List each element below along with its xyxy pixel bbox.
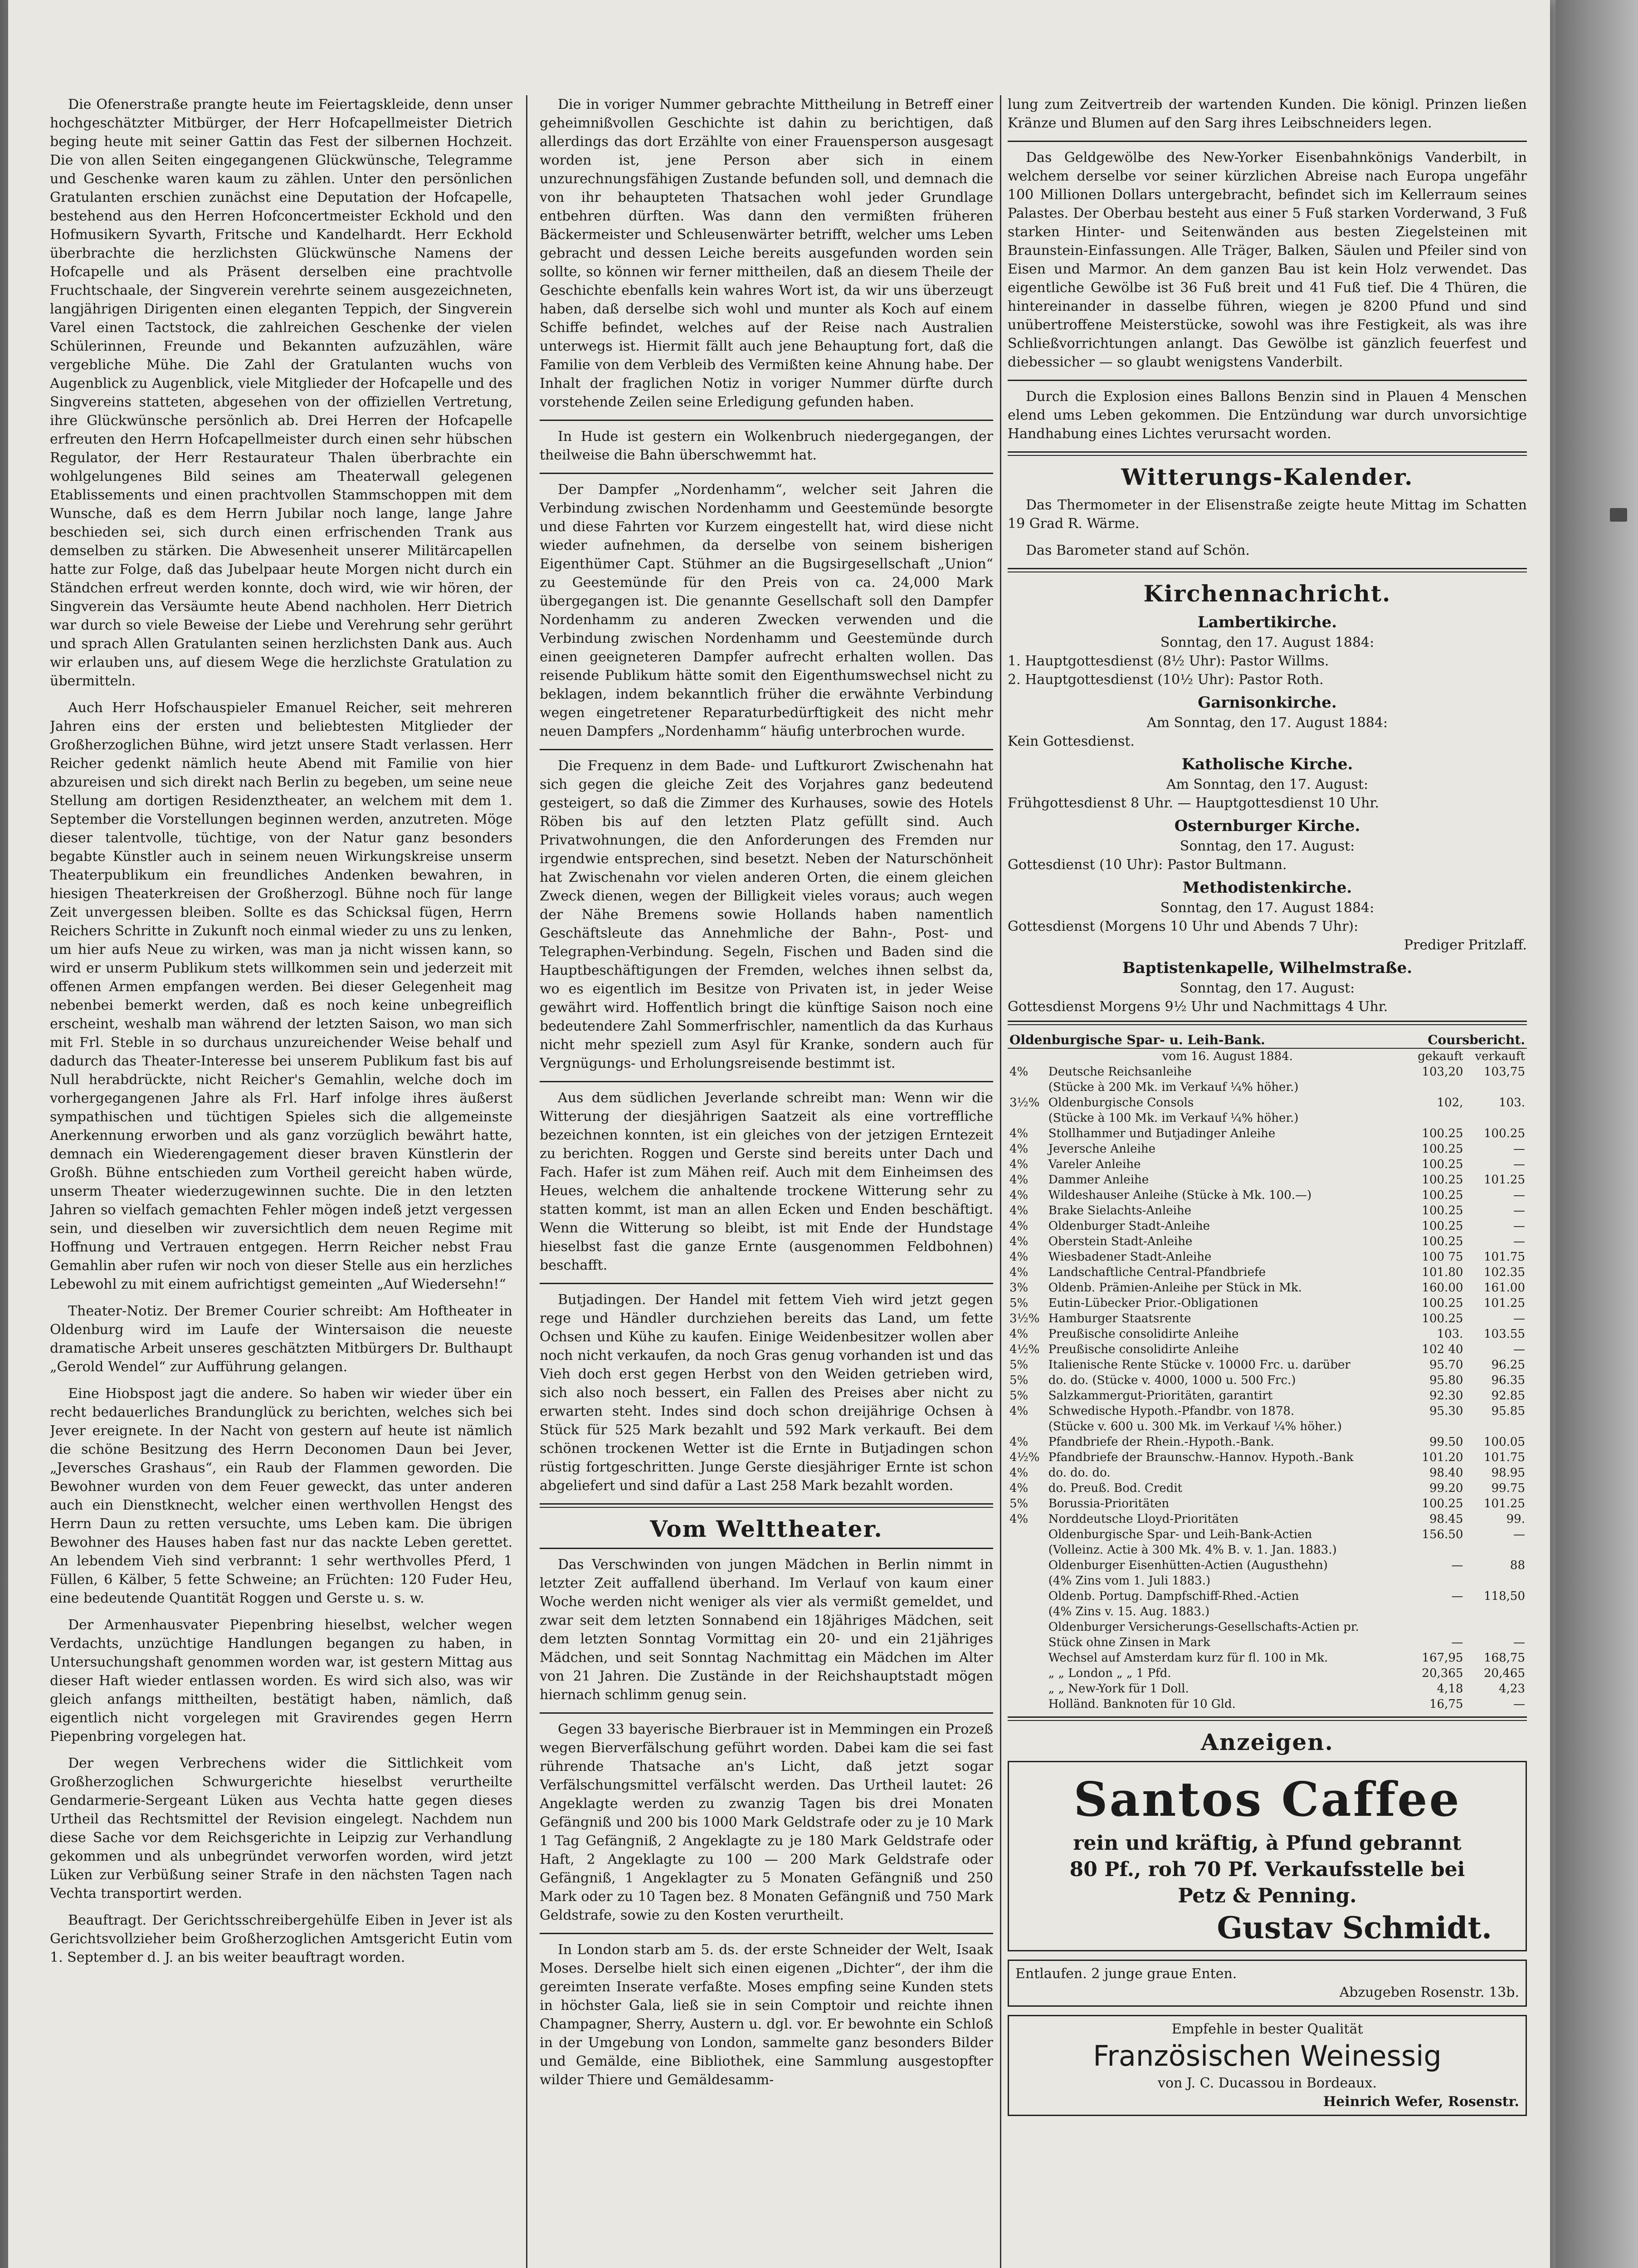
bank-row-percent xyxy=(1008,1696,1047,1712)
bank-row xyxy=(1008,1450,1527,1465)
article-geschichte: Die in voriger Nummer gebrachte Mittheilung in Betreff einer geheimnißvollen Geschichte ist dahin zu berichtigen, daß allerdings das dort Erzählte von einer Frauensperson ausgesagt worden ist, jene Person aber sich in einem unzurechnungsfähigen Zustande befunden soll, und demnach die von ihr behaupteten Thatsachen wohl jeder Grundlage entbehren dürften. Was dann den vermißten früheren Bäckermeister und Schleusenwärter betrifft, welcher ums Leben gebracht und dessen Leiche bereits ausgefunden worden sein sollte, so können wir ferner mittheilen, daß an diesem Theile der Geschichte ebenfalls kein wahres Wort ist, da wir uns überzeugt haben, daß derselbe sich wohl und munter als Koch auf einem Schiffe befindet, welches auf der Reise nach Australien unterwegs ist. Hiermit fällt auch jene Behauptung fort, daß die Familie von dem Verbleib des Vermißten keine Ahnung habe. Der Inhalt der fraglichen Notiz in voriger Nummer dürfte durch vorstehende Zeilen seine Erledigung gefunden haben. xyxy=(540,97,993,410)
bank-row-percent: 4% xyxy=(1009,1481,1029,1495)
ad-weinessig xyxy=(1008,2015,1527,2116)
bank-row-gekauft: 100.25 xyxy=(1422,1188,1463,1202)
separator xyxy=(540,420,993,421)
ad-santos-line2: 80 Pf., roh 70 Pf. Verkaufsstelle bei xyxy=(1069,1858,1465,1881)
bank-row xyxy=(1008,1095,1527,1110)
bank-row xyxy=(1008,1666,1527,1681)
garnison-date: Am Sonntag, den 17. August 1884: xyxy=(1146,715,1388,731)
bank-row-percent: 5% xyxy=(1009,1497,1029,1510)
double-rule xyxy=(1008,1716,1527,1721)
bank-row-gekauft: 100.25 xyxy=(1422,1173,1463,1187)
bank-row-percent: 3% xyxy=(1009,1281,1029,1295)
bank-row-percent: 3½% xyxy=(1009,1096,1040,1110)
bank-row xyxy=(1008,1326,1527,1342)
bank-row-name: (4% Zins v. 15. Aug. 1883.) xyxy=(1048,1605,1210,1618)
bank-row-gekauft: 156.50 xyxy=(1422,1528,1463,1541)
bank-row-percent xyxy=(1008,1573,1047,1589)
bank-row xyxy=(1008,1080,1527,1095)
bank-row-percent: 4% xyxy=(1009,1127,1029,1140)
scanner-border xyxy=(1555,0,1638,2268)
bank-row-gekauft xyxy=(1409,1604,1465,1619)
anzeigen-title: Anzeigen. xyxy=(1201,1729,1334,1755)
bank-row xyxy=(1008,1110,1527,1126)
bank-row-gekauft: 100.25 xyxy=(1422,1312,1463,1325)
bank-row-name: Oldenburger Stadt-Anleihe xyxy=(1048,1219,1210,1233)
bank-row-verkauft: 96.25 xyxy=(1491,1358,1525,1372)
bank-row-percent: 4% xyxy=(1009,1512,1029,1526)
bank-row-gekauft: 92.30 xyxy=(1429,1389,1463,1403)
article-bier: Gegen 33 bayerische Bierbrauer ist in Memmingen ein Prozeß wegen Bierverfälschung geführt worden. Dabei kam die sei fast rührende Thatsache an's Licht, daß jetzt sogar Verfälschungsmittel verfälscht werden. Das Urtheil lautet: 26 Angeklagte werden zu zwanzig Tagen bis drei Monaten Gefängniß und 200 bis 1000 Mark Geldstrafe oder zu je 10 Mark 1 Tag Gefängniß, 2 Angeklagte zu je 180 Mark Geldstrafe oder Haft, 2 Angeklagte zu 100 — 200 Mark Geldstrafe oder Gefängniß, 1 Angeklagter zu 5 Monaten Gefängniß und 250 Mark oder zu 10 Tagen bez. 8 Monaten Gefängniß und 750 Mark Geldstrafe, sowie zu den Kosten verurtheilt. xyxy=(540,1721,993,1923)
bank-row-verkauft: 100.25 xyxy=(1484,1127,1525,1140)
bank-row xyxy=(1008,1696,1527,1712)
bank-row-name: Preußische consolidirte Anleihe xyxy=(1048,1343,1239,1356)
ad-weinessig-seller: Heinrich Wefer, Rosenstr. xyxy=(1323,2094,1519,2110)
bank-row xyxy=(1008,1558,1527,1573)
bank-row-name: Schwedische Hypoth.-Pfandbr. von 1878. xyxy=(1048,1404,1295,1418)
bank-row-gekauft: 103,20 xyxy=(1422,1065,1463,1079)
bank-row xyxy=(1008,1573,1527,1589)
bank-col-gekauft: gekauft xyxy=(1418,1050,1463,1063)
column-rule-1 xyxy=(526,95,527,2268)
bank-row-name: Norddeutsche Lloyd-Prioritäten xyxy=(1048,1512,1239,1526)
bank-row-percent: 4½% xyxy=(1009,1343,1040,1356)
article-wolkenbruch: In Hude ist gestern ein Wolkenbruch niedergegangen, der theilweise die Bahn überschwemmt hat. xyxy=(540,429,993,463)
bank-row-name: Oldenburgische Spar- und Leih-Bank-Actien xyxy=(1048,1528,1312,1541)
ad-weinessig-source: von J. C. Ducassou in Bordeaux. xyxy=(1158,2075,1377,2091)
bank-row-name: Jeversche Anleihe xyxy=(1048,1142,1156,1156)
bank-row xyxy=(1008,1527,1527,1542)
bank-row-verkauft: 99. xyxy=(1506,1512,1525,1526)
katholisch-service: Frühgottesdienst 8 Uhr. — Hauptgottesdienst 10 Uhr. xyxy=(1008,795,1379,811)
article-zwischenahn: Die Frequenz in dem Bade- und Luftkurort Zwischenahn hat sich gegen die gleiche Zeit des Vorjahres ganz bedeutend gesteigert, so daß die Zimmer des Kurhauses, sowie des Hotels Röben bis auf den letzten Platz gefüllt sind. Auch Privatwohnungen, die den Anforderungen des Fremden nur irgendwie entsprechen, sind besetzt. Neben der Naturschönheit hat Zwischenahn vor vielen anderen Orten, die einem gleichen Zweck dienen, wegen der Billigkeit vieles voraus; auch wegen der Nähe Bremens sowie Hollands haben namentlich Geschäftsleute das Annehmliche der Bahn-, Post- und Telegraphen-Verbindung. Segeln, Fischen und Baden sind die Hauptbeschäftigungen der Fremden, welches ihnen selbst da, wo es eigentlich im Besitze von Privaten ist, in jeder Weise gewährt wird. Hoffentlich bringt die künftige Saison noch eine bedeutendere Zahl Sommerfrischler, namentlich da das Kurhaus nicht mehr speziell zum Asyl für Kranke, sondern auch für Vergnügungs- und Erholungsreisende bestimmt ist. xyxy=(540,758,993,1071)
bank-row-gekauft: 102 40 xyxy=(1422,1343,1463,1356)
bank-row xyxy=(1008,1157,1527,1172)
bank-row-verkauft xyxy=(1465,1573,1527,1589)
lamberti-service-2: 2. Hauptgottesdienst (10½ Uhr): Pastor Roth. xyxy=(1008,672,1324,688)
ad-santos-signature: Gustav Schmidt. xyxy=(1217,1910,1492,1945)
bank-row-percent xyxy=(1008,1527,1047,1542)
bank-row-gekauft: 100.25 xyxy=(1422,1296,1463,1310)
double-rule xyxy=(1008,451,1527,456)
bank-row-percent xyxy=(1008,1589,1047,1604)
bank-row-gekauft: 100.25 xyxy=(1422,1158,1463,1171)
bank-row-percent: 4% xyxy=(1009,1466,1029,1480)
bank-row-gekauft: 100.25 xyxy=(1422,1497,1463,1510)
bank-row-gekauft xyxy=(1409,1619,1465,1635)
bank-row-verkauft: 88 xyxy=(1510,1559,1525,1572)
lamberti-date: Sonntag, den 17. August 1884: xyxy=(1160,635,1375,650)
bank-row-verkauft xyxy=(1465,1619,1527,1635)
katholisch-date: Am Sonntag, den 17. August: xyxy=(1166,777,1369,792)
separator xyxy=(1008,380,1527,381)
bank-row xyxy=(1008,1496,1527,1511)
bank-row xyxy=(1008,1172,1527,1188)
bank-row-percent: 4% xyxy=(1009,1266,1029,1279)
bank-row-gekauft xyxy=(1409,1110,1465,1126)
bank-row-verkauft: 101.75 xyxy=(1484,1250,1525,1264)
bank-row xyxy=(1008,1465,1527,1481)
bank-row xyxy=(1008,1434,1527,1450)
garnison-heading: Garnisonkirche. xyxy=(1198,694,1337,712)
bank-row-gekauft: 100.25 xyxy=(1422,1142,1463,1156)
bank-row-name: (Stücke à 200 Mk. im Verkauf ¼% höher.) xyxy=(1048,1080,1299,1094)
bank-course-table xyxy=(1008,1032,1527,1712)
bank-row-verkauft xyxy=(1465,1542,1527,1558)
bank-row-verkauft: 103,75 xyxy=(1484,1065,1525,1079)
ad-entlaufen-address: Abzugeben Rosenstr. 13b. xyxy=(1339,1984,1519,2000)
bank-row-verkauft: 103.55 xyxy=(1484,1327,1525,1341)
ad-santos-line1: rein und kräftig, à Pfund gebrannt xyxy=(1073,1832,1462,1855)
bank-row-name: Borussia-Prioritäten xyxy=(1048,1497,1170,1510)
bank-row-gekauft: 95.30 xyxy=(1429,1404,1463,1418)
ad-weinessig-intro: Empfehle in bester Qualität xyxy=(1171,2021,1363,2037)
bank-row-gekauft: 99.50 xyxy=(1429,1435,1463,1449)
bank-row-percent: 4% xyxy=(1009,1188,1029,1202)
bank-row-verkauft: — xyxy=(1513,1158,1525,1171)
bank-row-gekauft: 160.00 xyxy=(1422,1281,1463,1295)
bank-row xyxy=(1008,1218,1527,1234)
bank-row-percent: 5% xyxy=(1009,1374,1029,1387)
bank-row-verkauft xyxy=(1465,1080,1527,1095)
column-3 xyxy=(1008,95,1527,2268)
methodist-service: Gottesdienst (Morgens 10 Uhr und Abends 7 Uhr): xyxy=(1008,919,1359,934)
bank-row-gekauft xyxy=(1409,1573,1465,1589)
bank-row-name: Oldenb. Portug. Dampfschiff-Rhed.-Actien xyxy=(1048,1589,1299,1603)
article-butjadingen: Butjadingen. Der Handel mit fettem Vieh wird jetzt gegen rege und Händler durchziehen bereits das Land, um fette Ochsen und Kühe zu kaufen. Einige Weidenbesitzer wollen aber noch nicht verkaufen, da noch Gras genug vorhanden ist und das Vieh doch erst gegen Herbst von den Weiden getrieben wird, sich also noch bessert, ein Fallen des Preises aber nicht zu erwarten steht. Indes sind doch schon dreijährige Ochsen à Stück für 525 Mark bezahlt und 592 Mark verkauft. Bei dem schönen trockenen Wetter ist die Ernte in Butjadingen schon rüstig fortgeschritten. Junge Gerste diesjähriger Ernte ist schon abgeliefert und sind dafür a Last 258 Mark bezahlt worden. xyxy=(540,1292,993,1494)
column-1 xyxy=(50,95,512,2268)
osternburg-heading: Osternburger Kirche. xyxy=(1174,817,1360,835)
article-schneider: In London starb am 5. ds. der erste Schneider der Welt, Isaak Moses. Derselbe hielt sich einen eigenen „Dichter“, der ihm die gereimten Inserate verfaßte. Moses empfing seine Kunden stets in höchster Gala, ließ sie in sein Comptoir und reichte ihnen Champagner, Sherry, Austern u. dgl. vor. Er bewohnte ein Schloß in der Umgebung von London, sammelte ganz besonders Bilder und Gemälde, eine Bibliothek, eine Sammlung ausgestopfter wilder Thiere und Gemäldesamm- xyxy=(540,1942,993,2088)
bank-row-percent: 4% xyxy=(1009,1327,1029,1341)
bank-row-verkauft: 4,23 xyxy=(1499,1682,1525,1696)
bank-row-gekauft xyxy=(1409,1542,1465,1558)
bank-row-name: do. do. do. xyxy=(1048,1466,1111,1480)
bank-row-percent xyxy=(1008,1542,1047,1558)
bank-row-name: Hamburger Staatsrente xyxy=(1048,1312,1191,1325)
bank-row xyxy=(1008,1126,1527,1141)
ad-entlaufen xyxy=(1008,1960,1527,2007)
bank-row xyxy=(1008,1481,1527,1496)
bank-row-verkauft: 102.35 xyxy=(1484,1266,1525,1279)
bank-row-verkauft: 101.25 xyxy=(1484,1173,1525,1187)
bank-row-gekauft: 103. xyxy=(1437,1327,1463,1341)
article-brandunglueck: Eine Hiobspost jagt die andere. So haben wir wieder über ein recht bedauerliches Brandunglück zu berichten, welches sich bei Jever ereignete. In der Nacht von gestern auf heute ist nämlich die schöne Besitzung des Herrn Deconomen Daun bei Jever, „Jeversches Grashaus“, ein Raub der Flammen geworden. Die Bewohner wurden von dem Feuer geweckt, das unter anderen auch ein Dienstknecht, welcher einen werthvollen Hengst des Herrn Daun zu retten versuchte, ums Leben kam. Die übrigen Bewohner des Hauses haben fast nur das nackte Leben gerettet. An lebendem Vieh sind verbrannt: 1 sehr werthvolles Pferd, 1 Füllen, 6 Kälber, 5 fette Schweine; an Früchten: 120 Fuder Heu, eine bedeutende Quantität Roggen und Gerste u. s. w. xyxy=(50,1386,512,1606)
bank-row-gekauft: — xyxy=(1451,1636,1463,1649)
bank-row xyxy=(1008,1064,1527,1080)
bank-row-name: „ „ New-York für 1 Doll. xyxy=(1048,1682,1189,1696)
bank-row-name: Pfandbriefe der Braunschw.-Hannov. Hypoth.-Bank xyxy=(1048,1451,1354,1464)
separator xyxy=(540,473,993,474)
bank-row xyxy=(1008,1188,1527,1203)
bank-row-name: Deutsche Reichsanleihe xyxy=(1048,1065,1192,1079)
bank-row-percent: 5% xyxy=(1009,1296,1029,1310)
bank-row-verkauft: 95.85 xyxy=(1491,1404,1525,1418)
bank-row-gekauft: 101.20 xyxy=(1422,1451,1463,1464)
bank-row xyxy=(1008,1280,1527,1295)
double-rule xyxy=(1008,568,1527,572)
bank-row-percent xyxy=(1008,1604,1047,1619)
bank-row-name: Wildeshauser Anleihe (Stücke à Mk. 100.—) xyxy=(1048,1188,1312,1202)
bank-row-name: Italienische Rente Stücke v. 10000 Frc. u. darüber xyxy=(1048,1358,1350,1372)
bank-row-percent xyxy=(1008,1666,1047,1681)
bank-row-name: Dammer Anleihe xyxy=(1048,1173,1149,1187)
bank-row-verkauft: 118,50 xyxy=(1484,1589,1525,1603)
article-silberhochzeit: Die Ofenerstraße prangte heute im Feiertagskleide, denn unser hochgeschätzter Mitbürger, der Herr Hofcapellmeister Dietrich beging heute mit seiner Gattin das Fest der silbernen Hochzeit. Die von allen Seiten eingegangenen Glückwünsche, Telegramme und Geschenke waren kaum zu zählen. Unter den persönlichen Gratulanten erschien zunächst eine Deputation der Hofcapelle, bestehend aus den Herren Hofconcertmeister Eckhold und den Hofmusikern Syvarth, Fritsche und Kandelhardt. Herr Eckhold überbrachte die herzlichsten Glückwünsche Namens der Hofcapelle und als Präsent derselben eine prachtvolle Fruchtschaale, der Singverein verehrte seinem ausgezeichneten, langjährigen Dirigenten einen eleganten Teppich, der Singverein Varel einen Tactstock, die zahlreichen Geschenke der vielen Schülerinnen, Freunde und Bekannten aufzuzählen, wäre vergebliche Mühe. Die Zahl der Gratulanten wuchs von Augenblick zu Augenblick, viele Mitglieder der Hofcapelle und des Singvereins statteten, abgesehen von der offiziellen Vertretung, ihre Glückwünsche persönlich ab. Drei Herren der Hofcapelle erfreuten den Herrn Hofcapellmeister durch einen sehr hübschen Regulator, der Herr Restaurateur Thalen überbrachte ein wohlgelungenes Bild seines am Theaterwall gelegenen Etablissements und einen prachtvollen Stammschoppen mit dem Wunsche, daß es dem Herrn Jubilar noch lange, lange Jahre beschieden sei, sich durch einen erfrischenden Trank aus demselben zu stärken. Die Abwesenheit unserer Militärcapellen hatte zur Folge, daß das Jubelpaar heute Morgen nicht durch ein Ständchen erfreut werden konnte, doch wird, wie wir hören, der Singverein das Versäumte heute Abend nachholen. Herr Dietrich war durch so viele Beweise der Liebe und Verehrung sehr gerührt und sprach Allen Gratulanten seinen herzlichsten Dank aus. Auch wir erlauben uns, auf diesem Wege die herzlichste Gratulation zu übermitteln. xyxy=(50,97,512,689)
bank-row-verkauft: — xyxy=(1513,1235,1525,1248)
bank-row-name: Pfandbriefe der Rhein.-Hypoth.-Bank. xyxy=(1048,1435,1274,1449)
bank-row-name: Wiesbadener Stadt-Anleihe xyxy=(1048,1250,1212,1264)
article-schneider-cont: lung zum Zeitvertreib der wartenden Kunden. Die königl. Prinzen ließen Kränze und Blumen auf den Sarg ihres Leibschneiders legen. xyxy=(1008,97,1527,131)
bank-row-name: Brake Sielachts-Anleihe xyxy=(1048,1204,1192,1217)
baptist-heading: Baptistenkapelle, Wilhelmstraße. xyxy=(1122,959,1413,977)
bank-row-gekauft: 16,75 xyxy=(1429,1697,1463,1711)
article-beauftragt: Beauftragt. Der Gerichtsschreibergehülfe Eiben in Jever ist als Gerichtsvollzieher beim Großherzoglichen Amtsgericht Eutin vom 1. September d. J. an bis weiter beauftragt worden. xyxy=(50,1912,512,1965)
bank-row-gekauft: 98.40 xyxy=(1429,1466,1463,1480)
bank-row xyxy=(1008,1419,1527,1434)
bank-coursbericht: Coursbericht. xyxy=(1409,1032,1527,1048)
witterung-barometer: Das Barometer stand auf Schön. xyxy=(1026,543,1250,558)
bank-row-name: Oldenb. Prämien-Anleihe per Stück in Mk. xyxy=(1048,1281,1302,1295)
witterung-thermometer: Das Thermometer in der Elisenstraße zeigte heute Mittag im Schatten 19 Grad R. Wärme. xyxy=(1008,497,1527,532)
garnison-service: Kein Gottesdienst. xyxy=(1008,733,1135,749)
bank-row-verkauft: 98.95 xyxy=(1491,1466,1525,1480)
separator xyxy=(1008,141,1527,142)
article-jeverland: Aus dem südlichen Jeverlande schreibt man: Wenn wir die Witterung der diesjährigen Saatzeit als eine vortreffliche bezeichnen konnten, ist ein gleiches von der jetzigen Erntezeit zu berichten. Roggen und Gerste sind bereits unter Dach und Fach. Hafer ist zum Mähen reif. Auch mit dem Einheimsen des Heues, welchem die anhaltende trockene Witterung sehr zu statten kommt, ist man an allen Ecken und Enden beschäftigt. Wenn die Witterung so bleibt, ist mit Ende der Hundstage hieselbst fast die ganze Ernte (ausgenommen Feldbohnen) beschafft. xyxy=(540,1090,993,1273)
bank-row-verkauft: — xyxy=(1513,1697,1525,1711)
bank-row-gekauft: 100.25 xyxy=(1422,1127,1463,1140)
methodist-preacher: Prediger Pritzlaff. xyxy=(1404,937,1527,953)
ad-weinessig-title: Französischen Weinessig xyxy=(1093,2039,1442,2072)
bank-row-percent xyxy=(1008,1619,1047,1635)
bank-row-verkauft: 100.05 xyxy=(1484,1435,1525,1449)
bank-row xyxy=(1008,1388,1527,1403)
bank-row-percent: 4% xyxy=(1009,1173,1029,1187)
bank-row-name: Stollhammer und Butjadinger Anleihe xyxy=(1048,1127,1276,1140)
bank-row-name: do. Preuß. Bod. Credit xyxy=(1048,1481,1183,1495)
bank-row-percent: 4% xyxy=(1009,1435,1029,1449)
lamberti-heading: Lambertikirche. xyxy=(1197,613,1337,631)
bank-row xyxy=(1008,1403,1527,1419)
separator xyxy=(540,1283,993,1284)
bank-col-verkauft: verkauft xyxy=(1475,1050,1525,1063)
article-maedchen: Das Verschwinden von jungen Mädchen in Berlin nimmt in letzter Zeit auffallend überhand. Im Verlauf von kaum einer Woche werden nicht weniger als vier als vermißt gemeldet, und zwar seit dem letzten Sonnabend ein 18jähriges Mädchen, seit dem letzten Sonntag Vormittag ein 20- und ein 21jähriges Mädchen, und seit Sonntag Nachmittag ein Mädchen im Alter von 21 Jahren. Die Zustände in der Reichshauptstadt mögen hiernach schlimm genug sein. xyxy=(540,1557,993,1703)
bank-row-name: Stück ohne Zinsen in Mark xyxy=(1048,1636,1210,1649)
bank-row-percent: 4% xyxy=(1009,1065,1029,1079)
bank-row-name: Landschaftliche Central-Pfandbriefe xyxy=(1048,1266,1266,1279)
bank-row xyxy=(1008,1635,1527,1650)
bank-row-name: Oldenburger Eisenhütten-Actien (Augusthehn) xyxy=(1048,1559,1328,1572)
bank-row-name: Salzkammergut-Prioritäten, garantirt xyxy=(1048,1389,1273,1403)
bank-row-percent: 4% xyxy=(1009,1204,1029,1217)
bank-row-percent: 4% xyxy=(1009,1250,1029,1264)
bank-row-verkauft: — xyxy=(1513,1343,1525,1356)
bank-row-percent xyxy=(1008,1558,1047,1573)
bank-row-percent: 5% xyxy=(1009,1358,1029,1372)
bank-row-name: do. do. (Stücke v. 4000, 1000 u. 500 Frc.) xyxy=(1048,1374,1296,1387)
bank-row-verkauft: 101.25 xyxy=(1484,1296,1525,1310)
katholisch-heading: Katholische Kirche. xyxy=(1181,755,1353,773)
bank-row xyxy=(1008,1511,1527,1527)
baptist-service: Gottesdienst Morgens 9½ Uhr und Nachmittags 4 Uhr. xyxy=(1008,999,1388,1015)
bank-row-name: Oberstein Stadt-Anleihe xyxy=(1048,1235,1193,1248)
bank-row-name: (Stücke v. 600 u. 300 Mk. im Verkauf ¼% höher.) xyxy=(1048,1420,1342,1433)
bank-row xyxy=(1008,1234,1527,1249)
bank-row-percent xyxy=(1008,1635,1047,1650)
bank-row-name: Holländ. Banknoten für 10 Gld. xyxy=(1048,1697,1236,1711)
bank-row-verkauft: — xyxy=(1513,1188,1525,1202)
bank-row-percent: 4% xyxy=(1009,1142,1029,1156)
separator xyxy=(540,1081,993,1082)
bank-row-verkauft: 92.85 xyxy=(1491,1389,1525,1403)
article-explosion: Durch die Explosion eines Ballons Benzin sind in Plauen 4 Menschen elend ums Leben gekommen. Die Entzündung war durch unvorsichtige Handhabung eines Lichtes verursacht worden. xyxy=(1008,389,1527,442)
bank-row xyxy=(1008,1619,1527,1635)
separator xyxy=(540,1712,993,1714)
bank-row-name: (Stücke à 100 Mk. im Verkauf ¼% höher.) xyxy=(1048,1111,1299,1125)
bank-row-percent: 4% xyxy=(1009,1219,1029,1233)
bank-row-percent: 4% xyxy=(1009,1404,1029,1418)
bank-row-gekauft: 167,95 xyxy=(1422,1651,1463,1665)
scan-mark xyxy=(1610,508,1627,522)
bank-row-verkauft: — xyxy=(1513,1219,1525,1233)
ad-santos xyxy=(1008,1761,1527,1951)
bank-row-percent xyxy=(1008,1681,1047,1696)
bank-row-percent: 3½% xyxy=(1009,1312,1040,1325)
bank-row-verkauft xyxy=(1465,1419,1527,1434)
bank-row-verkauft xyxy=(1465,1110,1527,1126)
bank-row-verkauft: — xyxy=(1513,1312,1525,1325)
bank-row xyxy=(1008,1265,1527,1280)
double-rule xyxy=(540,1503,993,1508)
bank-row-name: Wechsel auf Amsterdam kurz für fl. 100 in Mk. xyxy=(1048,1651,1328,1665)
article-lueken: Der wegen Verbrechens wider die Sittlichkeit vom Großherzoglichen Schwurgerichte hieselbst verurtheilte Gendarmerie-Sergeant Lüken aus Vechta hatte gegen dieses Urtheil das Rechtsmittel der Revision eingelegt. Nachdem nun diese Sache vor dem Reichsgerichte in Leipzig zur Verhandlung gekommen und als unbegründet verworfen worden, wird jetzt Lüken zur Verbüßung seiner Strafe in den nächsten Tagen nach Vechta transportirt werden. xyxy=(50,1755,512,1901)
bank-row-name: Eutin-Lübecker Prior.-Obligationen xyxy=(1048,1296,1258,1310)
article-vanderbilt: Das Geldgewölbe des New-Yorker Eisenbahnkönigs Vanderbilt, in welchem derselbe vor seiner kürzlichen Abreise nach Europa ungefähr 100 Millionen Dollars untergebracht, befindet sich im Kellerraum seines Palastes. Der Oberbau besteht aus einer 5 Fuß starken Vorderwand, 3 Fuß starken Hinter- und Seitenwänden aus besten Ziegelsteinen mit Braunstein-Einfassungen. Alle Träger, Balken, Säulen und Pfeiler sind von Eisen und Marmor. An dem ganzen Bau ist kein Holz verwendet. Das eigentliche Gewölbe ist 36 Fuß breit und 41 Fuß tief. Die 4 Thüren, die hintereinander in dasselbe führen, wiegen je 8200 Pfund und sind unübertroffene Meisterstücke, sowohl was ihre Festigkeit, als was ihre Schließvorrichtungen anlangt. Das Gewölbe ist gänzlich feuerfest und diebessicher — so glaubt wenigstens Vanderbilt. xyxy=(1008,150,1527,370)
ad-santos-title: Santos Caffee xyxy=(1073,1771,1461,1827)
witterung-title: Witterungs-Kalender. xyxy=(1121,464,1414,490)
osternburg-date: Sonntag, den 17. August: xyxy=(1180,838,1355,854)
baptist-date: Sonntag, den 17. August: xyxy=(1180,980,1355,996)
bank-date: vom 16. August 1884. xyxy=(1162,1050,1293,1063)
bank-row xyxy=(1008,1295,1527,1311)
osternburg-service: Gottesdienst (10 Uhr): Pastor Bultmann. xyxy=(1008,857,1287,873)
bank-row-verkauft: 161.00 xyxy=(1484,1281,1525,1295)
bank-row-gekauft xyxy=(1409,1080,1465,1095)
article-piepenbring: Der Armenhausvater Piepenbring hieselbst, welcher wegen Verdachts, unzüchtige Handlungen begangen zu haben, in Untersuchungshaft genommen worden war, ist gestern Mittag aus dieser Haft wieder entlassen worden. Es wird sich also, was wir gleich anfangs mittheilten, bestätigt haben, nämlich, daß eigentlich nicht vorgelegen mit Gravirendes gegen Herrn Piepenbring vorgelegen hat. xyxy=(50,1617,512,1745)
bank-row-gekauft: 95.70 xyxy=(1429,1358,1463,1372)
bank-row-percent: 5% xyxy=(1009,1389,1029,1403)
bank-row-name: „ „ London „ „ 1 Pfd. xyxy=(1048,1667,1171,1680)
bank-row-percent xyxy=(1008,1110,1047,1126)
bank-row-name: Oldenburgische Consols xyxy=(1048,1096,1194,1110)
bank-row xyxy=(1008,1357,1527,1373)
bank-row-gekauft: 100.25 xyxy=(1422,1204,1463,1217)
bank-row-percent: 4% xyxy=(1009,1158,1029,1171)
bank-row-verkauft: 20,465 xyxy=(1484,1667,1525,1680)
bank-row-name: Vareler Anleihe xyxy=(1048,1158,1141,1171)
bank-row-verkauft: — xyxy=(1513,1528,1525,1541)
bank-row-verkauft: — xyxy=(1513,1204,1525,1217)
bank-row-verkauft xyxy=(1465,1604,1527,1619)
bank-row-gekauft xyxy=(1409,1419,1465,1434)
bank-row-verkauft: — xyxy=(1513,1142,1525,1156)
bank-row-name: (Volleinz. Actie à 300 Mk. 4% B. v. 1. Jan. 1883.) xyxy=(1048,1543,1337,1557)
bank-row xyxy=(1008,1311,1527,1326)
bank-row-verkauft: 168,75 xyxy=(1484,1651,1525,1665)
bank-row-percent: 4½% xyxy=(1009,1451,1040,1464)
bank-row-gekauft: 100.25 xyxy=(1422,1235,1463,1248)
bank-row xyxy=(1008,1373,1527,1388)
double-rule xyxy=(1008,1021,1527,1025)
bank-row-gekauft: 95.80 xyxy=(1429,1374,1463,1387)
bank-row xyxy=(1008,1203,1527,1218)
methodist-heading: Methodistenkirche. xyxy=(1182,879,1352,897)
welttheater-title: Vom Welttheater. xyxy=(650,1515,883,1542)
bank-row-verkauft: 103. xyxy=(1499,1096,1525,1110)
bank-row-gekauft: 100 75 xyxy=(1422,1250,1463,1264)
bank-row-name: Preußische consolidirte Anleihe xyxy=(1048,1327,1239,1341)
bank-row xyxy=(1008,1542,1527,1558)
separator xyxy=(540,1933,993,1934)
article-dampfer: Der Dampfer „Nordenhamm“, welcher seit Jahren die Verbindung zwischen Nordenhamm und Geestemünde besorgte und diese Fahrten vor Kurzem eingestellt hat, wird diese nicht wieder aufnehmen, da derselbe von seinem bisherigen Eigenthümer Capt. Stühmer an die Bugsirgesellschaft „Union“ zu Geestemünde für den Preis von ca. 24,000 Mark übergegangen ist. Die genannte Gesellschaft soll den Dampfer Nordenhamm zu anderen Zwecken verwenden und die Verbindung zwischen Nordenhamm und Geestemünde durch einen geeigneteren Dampfer aufrecht erhalten wollen. Das reisende Publikum hätte somit den Eigenthumswechsel nicht zu beklagen, indem bekanntlich früher die erwähnte Verbindung wegen eingetretener Reparaturbedürftigkeit des nicht mehr neuen Dampfers „Nordenhamm“ häufig unterbrochen wurde. xyxy=(540,482,993,739)
bank-row xyxy=(1008,1342,1527,1357)
article-theater-notiz: Theater-Notiz. Der Bremer Courier schreibt: Am Hoftheater in Oldenburg wird im Laufe der Wintersaison die neueste dramatische Arbeit unseres geschätzten Mitbürgers Dr. Bulthaupt „Gerold Wendel“ zur Aufführung gelangen. xyxy=(50,1303,512,1375)
bank-row-gekauft: 20,365 xyxy=(1422,1667,1463,1680)
bank-row-verkauft: — xyxy=(1513,1636,1525,1649)
article-reicher: Auch Herr Hofschauspieler Emanuel Reicher, seit mehreren Jahren eins der ersten und beliebtesten Mitglieder der Großherzoglichen Bühne, wird jetzt unsere Stadt verlassen. Herr Reicher gedenkt nämlich heute Abend mit Familie von hier abzureisen und sich direkt nach Berlin zu begeben, um seine neue Stellung am dortigen Residenztheater, an welchem mit dem 1. September die Vorstellungen beginnen werden, anzutreten. Möge dieser talentvolle, tüchtige, von der Natur ganz besonders begabte Künstler auch in seinem neuen Wirkungskreise unserm Theaterpublikum ein freundliches Andenken bewahren, in hiesigen Theaterkreisen der Großherzogl. Bühne noch für lange Zeit unvergessen bleiben. Sollte es das Schicksal fügen, Herrn Reichers Schritte in Zukunft noch einmal wieder zu uns zu lenken, um hier aufs Neue zu wirken, was man ja nicht wissen kann, so wird er unserm Publikum stets willkommen sein und jederzeit mit offenen Armen empfangen werden. Bei dieser Gelegenheit mag nebenbei bemerkt werden, daß es noch keine unbegreiflich erscheint, weshalb man während der letzten Saison, wo man sich mit Frl. Steble in so durchaus unzureichender Weise behalf und dadurch das Theater-Interesse bei unserem Publikum fast bis auf Null herabdrückte, nicht Reicher's Gemahlin, welche doch im vorhergegangenen Jahre als Frl. Harf infolge ihres äußerst sympathischen und tüchtigen Spieles sich die allgemeinste Anerkennung erworben und als ganz vorzüglich bewährt hatte, demnach ein Wiederengagement dieser braven Künstlerin der Großh. Bühne entschieden zum Vortheil gereicht haben würde, unserm Theater wiederzugewinnen suchte. Die in den letzten Jahren so vielfach gemachten Fehler mögen indeß jetzt vergessen sein, und dieselben wir zuversichtlich dem neuen Regime mit Hoffnung und Vertrauen entgegen. Herrn Reicher nebst Frau Gemahlin aber rufen wir noch von dieser Stelle aus ein herzliches Lebewohl zu mit einem aufrichtigst gemeinten „Auf Wiedersehn!“ xyxy=(50,700,512,1292)
bank-row-gekauft: — xyxy=(1451,1589,1463,1603)
bank-row-verkauft: 101.75 xyxy=(1484,1451,1525,1464)
bank-row xyxy=(1008,1141,1527,1157)
bank-row-name: Oldenburger Versicherungs-Gesellschafts-Actien pr. xyxy=(1048,1620,1359,1634)
column-2 xyxy=(540,95,993,2268)
kirchen-title: Kirchennachricht. xyxy=(1143,580,1391,607)
separator xyxy=(540,749,993,750)
bank-row-percent xyxy=(1008,1419,1047,1434)
bank-title: Oldenburgische Spar- u. Leih-Bank. xyxy=(1008,1032,1409,1048)
bank-row-gekauft: 98.45 xyxy=(1429,1512,1463,1526)
bank-row-gekauft: 99.20 xyxy=(1429,1481,1463,1495)
column-rule-2 xyxy=(1000,95,1001,2268)
lamberti-service-1: 1. Hauptgottesdienst (8½ Uhr): Pastor Willms. xyxy=(1008,653,1329,669)
ad-santos-line3: Petz & Penning. xyxy=(1178,1884,1357,1907)
bank-row xyxy=(1008,1650,1527,1666)
bank-row-verkauft: 101.25 xyxy=(1484,1497,1525,1510)
bank-row-gekauft: 101.80 xyxy=(1422,1266,1463,1279)
methodist-date: Sonntag, den 17. August 1884: xyxy=(1160,900,1375,916)
bank-row-percent xyxy=(1008,1080,1047,1095)
bank-row-verkauft: 96.35 xyxy=(1491,1374,1525,1387)
bank-row-gekauft: 100.25 xyxy=(1422,1219,1463,1233)
ad-entlaufen-text: Entlaufen. 2 junge graue Enten. xyxy=(1015,1966,1237,1982)
bank-row-percent xyxy=(1008,1650,1047,1666)
separator xyxy=(540,1548,993,1549)
bank-row-percent: 4% xyxy=(1009,1235,1029,1248)
bank-row-gekauft: 4,18 xyxy=(1437,1682,1463,1696)
bank-row-gekauft: 102, xyxy=(1437,1096,1463,1110)
bank-row-gekauft: — xyxy=(1451,1559,1463,1572)
bank-row-name: (4% Zins vom 1. Juli 1883.) xyxy=(1048,1574,1211,1588)
bank-row xyxy=(1008,1589,1527,1604)
bank-row xyxy=(1008,1604,1527,1619)
bank-row xyxy=(1008,1249,1527,1265)
bank-row-verkauft: 99.75 xyxy=(1491,1481,1525,1495)
bank-row xyxy=(1008,1681,1527,1696)
